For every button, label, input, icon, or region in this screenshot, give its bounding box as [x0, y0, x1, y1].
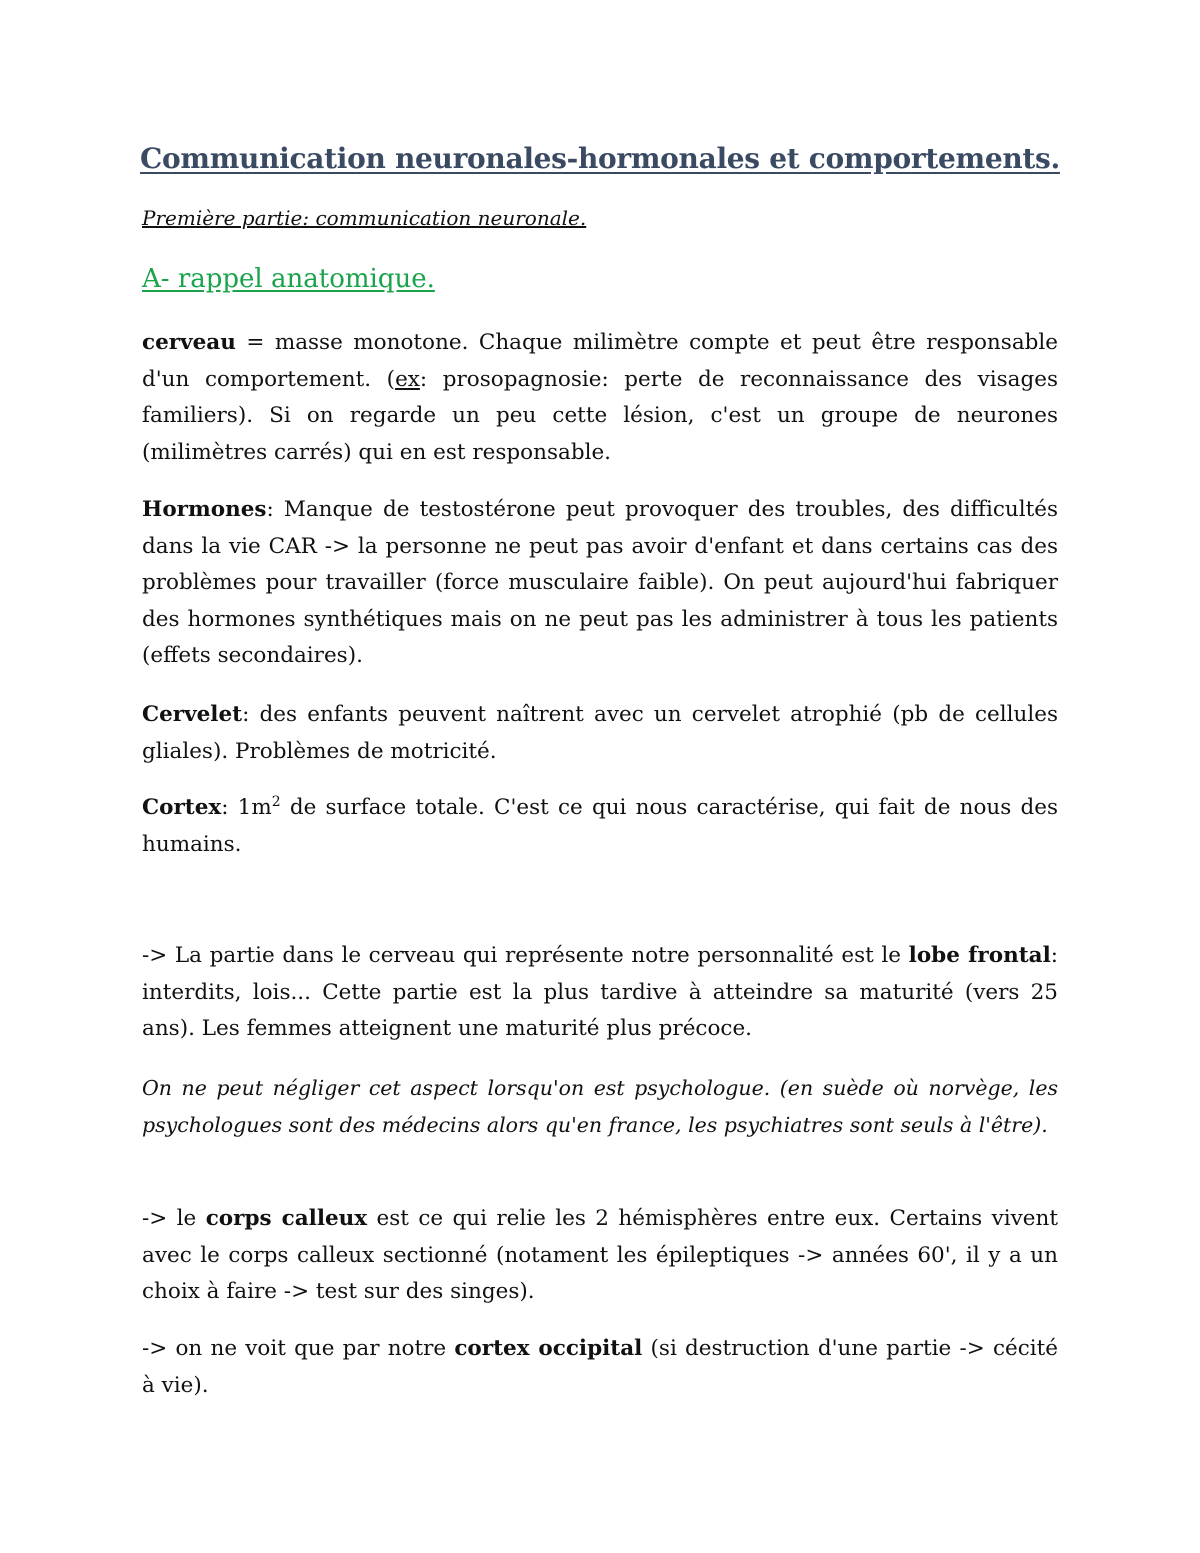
term-lobe-frontal: lobe frontal	[908, 943, 1051, 968]
paragraph-text: est ce qui relie les 2 hémisphères entre eux. Certains vivent avec le corps calleux sectionné (notament les épileptiques -> années 60', il y a un choix à faire -> test sur des singes).	[142, 1206, 1058, 1305]
term-hormones: Hormones	[142, 497, 267, 522]
paragraph-text: : Manque de testostérone peut provoquer des troubles, des difficultés dans la vie CAR -> la personne ne peut pas avoir d'enfant et dans certains cas des problèmes pour travailler (force musculaire faible). On peut aujourd'hui fabriquer des hormones synthétiques mais on ne peut pas les administrer à tous les patients (effets secondaires).	[142, 497, 1058, 669]
superscript: 2	[271, 793, 281, 810]
paragraph-text: de surface totale. C'est ce qui nous caractérise, qui fait de nous des humains.	[142, 795, 1058, 857]
paragraph-italic-note: On ne peut négliger cet aspect lorsqu'on est psychologue. (en suède où norvège, les psychologues sont des médecins alors qu'en france, les psychiatres sont seuls à l'être).	[142, 1076, 1058, 1137]
paragraph-text: -> le	[142, 1206, 206, 1231]
paragraph-hormones	[142, 492, 1058, 675]
paragraph-text: -> on ne voit que par notre	[142, 1336, 455, 1361]
term-cortex-occipital: cortex occipital	[454, 1336, 643, 1361]
paragraph-cerveau	[142, 325, 1058, 471]
term-cortex: Cortex	[142, 795, 222, 820]
term-corps-calleux: corps calleux	[205, 1206, 368, 1231]
paragraph-text: : 1m	[221, 795, 272, 820]
term-cervelet: Cervelet	[142, 702, 243, 727]
paragraph-text: : prosopagnosie: perte de reconnaissance des visages familiers). Si on regarde un peu cette lésion, c'est un groupe de neurones (milimètres carrés) qui en est responsable.	[142, 366, 1058, 465]
paragraph-text: = masse monotone. Chaque milimètre compte et peut être responsable d'un comportement. (	[142, 330, 1058, 392]
paragraph-text: (si destruction d'une partie -> cécité à vie).	[142, 1336, 1059, 1398]
abbrev-ex: ex	[395, 366, 420, 392]
paragraph-lobe-frontal	[142, 938, 1058, 1048]
document-title: Communication neuronales-hormonales et comportements.	[140, 142, 1060, 175]
paragraph-cortex	[142, 790, 1058, 863]
section-heading: A- rappel anatomique.	[142, 264, 435, 294]
part-subtitle: Première partie: communication neuronale.	[142, 206, 587, 230]
paragraph-text: : des enfants peuvent naîtrent avec un cervelet atrophié (pb de cellules gliales). Problèmes de motricité.	[142, 702, 1058, 764]
paragraph-corps-calleux	[142, 1201, 1058, 1311]
paragraph-text: -> La partie dans le cerveau qui représente notre personnalité est le	[142, 943, 909, 968]
paragraph-text: : interdits, lois... Cette partie est la plus tardive à atteindre sa maturité (vers 25 ans). Les femmes atteignent une maturité plus précoce.	[142, 943, 1058, 1042]
paragraph-cervelet	[142, 697, 1058, 770]
paragraph-cortex-occipital	[142, 1331, 1058, 1404]
term-cerveau: cerveau	[142, 330, 236, 355]
